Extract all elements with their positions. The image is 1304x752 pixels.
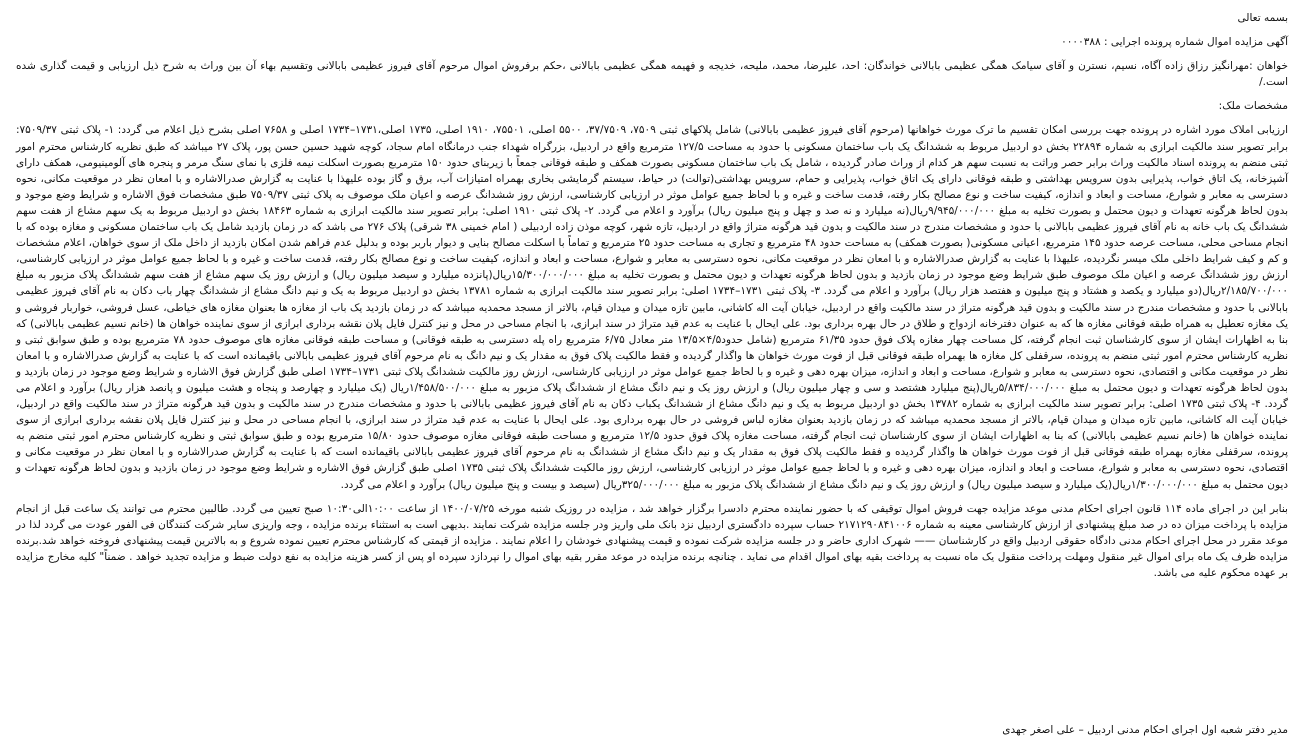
- case-title: آگهی مزایده اموال شماره پرونده اجرایی : ۰۰۰۰۳۸۸: [1061, 36, 1288, 49]
- spacer: [16, 50, 1288, 58]
- signature-line: مدیر دفتر شعبه اول اجرای احکام مدنی اردبیل – علی اصغر جهدی: [1002, 723, 1288, 736]
- invocation-heading: بسمه تعالی: [1237, 12, 1288, 24]
- property-specs-paragraph: ارزیابی املاک مورد اشاره در پرونده جهت بررسی امکان تقسیم ما ترک مورث خواهانها (مرحوم آقای فیروز عظیمی بابالانی) شامل پلاکهای ثبتی ۷۵۰۹، ۳۷/۷۵۰۹، ۵۵۰۰ اصلی، ۷۵۵۰۱، ۱۹۱۰ اصلی، ۱۷۳۵ اصلی،۱۷۳۱–۱۷۳۴ اصلی و ۷۶۵۸ اصلی بشرح ذیل اعلام می گردد: ۱- پلاک ثبتی ۷۵۰۹/۳۷: برابر تصویر سند مالکیت ابرازی به شماره ۲۲۸۹۴ بخش دو اردبیل مربوط به ششدانگ یک باب ساختمان مسکونی با حدود به مساحت ۱۲۷/۵ مترمربع واقع در اردبیل، بزرگراه شهداء جنب درمانگاه امام سجاد، کوچه شهید حسین حسن پور، پلاک ۲۷ میباشد که طبق نظریه کارشناس محترم امور ثبتی منضم به پرونده اسناد مالکیت وراث برابر حصر وراثت به نسبت سهم هر کدام از وراث صادر گردیده ، شامل یک باب ساختمان مسکونی بصورت همکف و طبقه فوقانی جمعاً با زیربنای حدود ۱۵۰ مترمربع بصورت اسکلت نیمه فلزی با نمای سنگ مرمر و پنجره های آلومینیومی، همکف دارای آشپزخانه، یک اتاق خواب، پذیرایی بدون سرویس بهداشتی و طبقه فوقانی دارای یک اتاق خواب، پذیرایی و حمام، سرویس بهداشتی(توالت) در حیاط، سیستم گرمایشی بخاری بهمراه امتیازات آب، برق و گاز بوده علیهذا با عنایت به گزارش صدرالاشاره و با امعان نظر در موقعیت مکانی، نحوه دسترسی به معابر و شوارع، مساحت و ابعاد و اندازه، کیفیت ساخت و نوع مصالح بکار رفته، قدمت ساخت و غیره و با لحاظ جمیع عوامل موثر در ارزیابی کارشناسی، ارزش روز ششدانگ عرصه و اعیان ملک موصوف به پلاک ثبتی ۷۵۰۹/۳۷ طبق مشخصات فوق الاشاره و شرایط وضع موجود و بدون لحاظ هرگونه تعهدات و دیون محتمل و بصورت تخلیه به مبلغ ۹/۹۴۵/۰۰۰/۰۰۰ریال(نه میلیارد و نه صد و چهل و پنج میلیون ریال) برآورد و اعلام می گردد. ۲- پلاک ثبتی ۱۹۱۰ اصلی: برابر تصویر سند مالکیت ابرازی به شماره ۱۸۴۶۳ بخش دو اردبیل مربوط به یک سهم مشاع از هفت سهم ششدانگ یک باب خانه به نام آقای فیروز عظیمی بابالانی با حدود و مشخصات مندرج در سند مالکیت و بدون قید هرگونه متراژ واقع در اردبیل، تازه شهر، کوچه موذن زاده اردبیلی ( امام خمینی ۳۸ شرقی) پلاک ۲۷۶ می باشد که در زمان بازدید شامل یک باب ساختمان مسکونی و مغازه بوده که با انجام مساحی محلی، مساحت عرصه حدود ۱۴۵ مترمربع، اعیانی مسکونی( بصورت همکف) به مساحت حدود ۴۸ مترمربع و تجاری به مساحت حدود ۲۵ مترمربع و تماماً با اسکلت مصالح بنایی و دیوار باربر بوده و بدلیل عدم فراهم شدن امکان بازدید از داخل ملک از سوی خواهان، اعلام مشخصات و کم و کیف شرایط داخلی ملک میسر نگردیده، علیهذا با عنایت به گزارش صدرالاشاره و با امعان نظر در موقعیت مکانی، نحوه دسترسی به معابر و شوارع، مساحت و ابعاد و اندازه، کیفیت ساخت و نوع مصالح بکار رفته، قدمت ساخت و غیره و با لحاظ جمیع عوامل موثر در ارزیابی کارشناسی، ارزش روز ششدانگ عرصه و اعیان ملک موصوف طبق شرایط وضع موجود در زمان بازدید و بدون لحاظ هرگونه تعهدات و دیون محتمل و بصورت تخلیه به مبلغ ۱۵/۳۰۰/۰۰۰/۰۰۰ریال(پانزده میلیارد و سیصد میلیون ریال) و ارزش روز یک سهم مشاع از هفت سهم ششدانگ پلاک مزبور به مبلغ ۲/۱۸۵/۷۰۰/۰۰۰ریال(دو میلیارد و یکصد و هشتاد و پنج میلیون و هفتصد هزار ریال) برآورد و اعلام می گردد. ۳- پلاک ثبتی ۱۷۳۱–۱۷۳۴ اصلی: برابر تصویر سند مالکیت ابرازی به شماره ۱۳۷۸۱ بخش دو اردبیل مربوط به یک و نیم دانگ مشاع از ششدانگ چهار باب دکان به نام آقای فیروز عظیمی بابالانی با حدود و مشخصات مندرج در سند مالکیت و بدون قید هرگونه متراژ در سند مالکیت واقع در اردبیل، خیابان آیت اله کاشانی، مابین تازه میدان و میدان قیام، بالاتر از مسجد محمدیه میباشد که در زمان بازدید یک باب از مغازه ها بعنوان مغازه های خیاطی، عسل فروشی، خواربار فروشی و یک مغازه تعطیل به همراه طبقه فوقانی مغازه ها که به عنوان دفترخانه ازدواج و طلاق در حال بهره برداری بود. علی ایحال با عنایت به عدم قید متراژ در سند ابرازی، با انجام مساحی در محل و نیز کنترل فایل پلان نقشه برداری ابرازی از سوی نماینده خواهان ها (خانم نسیم عظیمی بابالانی) که بنا به اظهارات ایشان از سوی کارشناسان ثبت انجام گرفته، کل مساحت چهار مغازه پلاک فوق حدود ۶۱/۳۵ مترمربع (شامل حدود۴/۵×۱۳/۵ متر معادل ۶/۷۵ مترمربع راه پله دسترسی به طبقه فوقانی) و مساحت طبقه فوقانی مغازه های موصوف حدود ۷۸ مترمربع بوده و طبق سوابق ثبتی و نظریه کارشناس محترم امور ثبتی منضم به پرونده، سرقفلی کل مغازه ها بهمراه طبقه فوقانی قبل از فوت مورث خواهان ها واگذار گردیده و فقط مالکیت پلاک فوق به مقدار یک و نیم دانگ به نام مرحوم آقای فیروز عظیمی بابالانی باقیمانده است که با عنایت به گزارش صدرالاشاره و با امعان نظر در موقعیت مکانی و اقتصادی، نحوه دسترسی به معابر و شوارع، مساحت و ابعاد و اندازه، میزان بهره دهی و غیره و با لحاظ جمیع عوامل موثر در ارزیابی کارشناسی، ارزش روز مالکیت ششدانگ پلاک ثبتی ۱۷۳۱–۱۷۳۴ اصلی طبق گزارش فوق الاشاره و شرایط وضع موجود در زمان بازدید و بدون لحاظ هرگونه تعهدات و دیون محتمل به مبلغ ۵/۸۳۴/۰۰۰/۰۰۰ریال(پنج میلیارد هشتصد و سی و چهار میلیون ریال) و ارزش روز یک و نیم دانگ مشاع از ششدانگ پلاک مزبور به مبلغ ۱/۴۵۸/۵۰۰/۰۰۰ریال (یک میلیارد و چهارصد و پنجاه و هشت میلیون و پانصد هزار ریال) برآورد و اعلام می گردد. ۴- پلاک ثبتی ۱۷۳۵ اصلی: برابر تصویر سند مالکیت ابرازی به شماره ۱۳۷۸۲ بخش دو اردبیل مربوط به یک و نیم دانگ مشاع از ششدانگ یکباب دکان به نام آقای فیروز عظیمی بابالانی با حدود و مشخصات مندرج در سند مالکیت و بدون قید هرگونه متراژ در سند مالکیت واقع در اردبیل، خیابان آیت اله کاشانی، مابین تازه میدان و میدان قیام، بالاتر از مسجد محمدیه میباشد که در زمان بازدید بعنوان مغازه لباس فروشی در حال بهره برداری بود. علی ایحال با عنایت به عدم قید متراژ در سند ابرازی، با انجام مساحی در محل و نیز کنترل فایل پلان نقشه برداری ابرازی از سوی نماینده خواهان ها (خانم نسیم عظیمی بابالانی) که بنا به اظهارات ایشان از سوی کارشناسان ثبت انجام گرفته، مساحت مغازه پلاک فوق حدود ۱۲/۵ مترمربع و مساحت طبقه فوقانی مغازه موصوف حدود ۱۵/۸۰ مترمربع بوده و طبق سوابق ثبتی و نظریه کارشناس محترم امور ثبتی منضم به پرونده، سرقفلی مغازه بهمراه طبقه فوقانی قبل از فوت مورث خواهان ها واگذار گردیده و فقط مالکیت پلاک فوق به مقدار یک و نیم دانگ مشاع از ششدانگ به نام مرحوم آقای فیروز عظیمی بابالانی باقیمانده است که با عنایت به گزارش صدرالاشاره و با امعان نظر در موقعیت مکانی و اقتصادی، نحوه دسترسی به معابر و شوارع، مساحت و ابعاد و اندازه، میزان بهره دهی و غیره و با لحاظ جمیع عوامل موثر در ارزیابی کارشناسی، ارزش روز مالکیت ششدانگ پلاک ثبتی ۱۷۳۵ اصلی طبق گزارش فوق الاشاره و شرایط وضع موجود در زمان بازدید و بدون لحاظ هرگونه تعهدات و دیون محتمل به مبلغ ۱/۳۰۰/۰۰۰/۰۰۰ریال(یک میلیارد و سیصد میلیون ریال) و ارزش روز یک و نیم دانگ مشاع از ششدانگ پلاک مزبور به مبلغ ۳۲۵/۰۰۰/۰۰۰ریال (سیصد و بیست و پنج میلیون ریال) برآورد و اعلام می گردد.: [16, 124, 1289, 491]
- spacer: [16, 90, 1288, 98]
- spacer: [16, 114, 1288, 122]
- auction-terms-paragraph: بنابر این در اجرای ماده ۱۱۴ قانون اجرای احکام مدنی موعد مزایده جهت فروش اموال توقیفی که با حضور نماینده محترم دادسرا برگزار خواهد شد ، مزایده در روزیک شنبه مورخه ۱۴۰۰/۰۷/۲۵ از ساعت ۱۰:۰۰الی۱۰:۳۰ صبح تعیین می گردد. طالبین محترم می توانند یک ساعت قبل از انجام مزایده با پرداخت میزان ده در صد مبلغ پیشنهادی از ارزش کارشناسی معینه به شماره ۲۱۷۱۲۹۰۸۴۱۰۰۶ حساب سپرده دادگستری اردبیل نزد بانک ملی واریز ودر جلسه مزایده شرکت نمایند .بدیهی است به استثناء برنده مزایده ، وجه واریزی سایر شرکت کنندگان فی الفور عودت می گردد لذا در موعد مقرر در محل اجرای احکام مدنی دادگاه حقوقی اردبیل واقع در کارشناسان —— شهرک اداری حاضر و در جلسه مزایده شرکت نموده و قیمت پیشنهادی خودشان را اعلام نمایند . مزایده از قیمتی که کارشناس محترم تعیین نموده شروع و به بالاترین قیمت پیشنهادی فروخته خواهد شد.برنده مزایده ظرف یک ماه برای اموال غیر منقول ومهلت پرداخت منقول یک ماه نسبت به پرداخت بقیه بهای اموال اقدام می نماید . چنانچه برنده مزایده در موعد مقرر بقیه بهای اموال را نپردازد سپرده او پس از کسر هزینه مزایده به نفع دولت ضبط و مزایده تجدید خواهد . ضمناً" کلیه مخارج مزایده بر عهده محکوم علیه می باشد.: [16, 502, 1288, 579]
- spacer: [16, 26, 1288, 34]
- specs-heading: مشخصات ملک:: [1218, 100, 1288, 113]
- intro-paragraph: خواهان :مهرانگیز رزاق زاده آگاه، نسیم، نسترن و آقای سیامک همگی عظیمی بابالانی خواندگان: احد، علیرضا، محمد، ملیحه، خدیجه و فهیمه همگی عظیمی بابالانی ،حکم برفروش اموال مرحوم آقای فیروز عظیمی بابالانی وتقسیم بهاء آن بین وراث به شرح ذیل ارزیابی و قیمت گذاری شده است./: [16, 60, 1288, 89]
- spacer: [16, 493, 1288, 501]
